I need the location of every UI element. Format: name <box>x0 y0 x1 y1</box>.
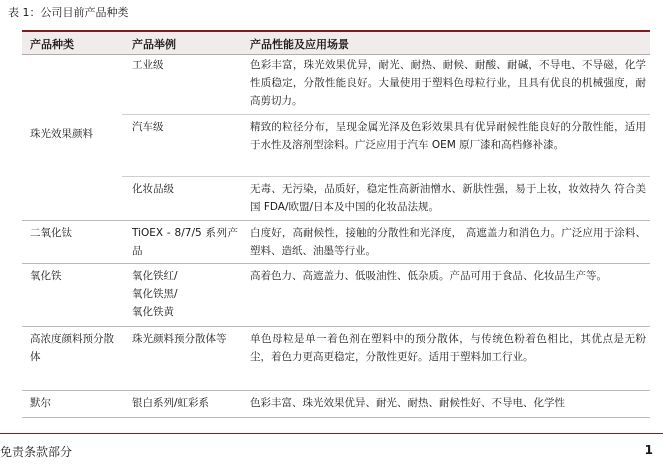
row-desc-moer: 色彩丰富、珠光效果优异、耐光、耐热、耐候性好、不导电、化学性 <box>250 397 565 409</box>
rule-1 <box>22 220 650 221</box>
row-category-moer: 默尔 <box>30 397 51 409</box>
rule-3 <box>22 326 650 327</box>
row-desc-iron-oxide: 高着色力、高遮盖力、低吸油性、低杂质。产品可用于食品、化妆品生产等。 <box>250 270 607 282</box>
table-header-row <box>22 32 650 55</box>
header-description: 产品性能及应用场景 <box>250 38 349 51</box>
subrule-1 <box>122 114 650 115</box>
row-desc-automotive: 精致的粒径分布，呈现金属光泽及色彩效果具有优异耐候性能良好的分散性能，适用于水性及溶剂型涂料。广泛应用于汽车 OEM 原厂漆和高档修补漆。 <box>250 121 646 151</box>
rule-2 <box>22 263 650 264</box>
row-desc-cosmetic: 无毒、无污染，品质好，稳定性高新油憎水、新肤性强，易于上妆，妆效持久 符合美国 FDA/欧盟/日本及中国的化妆品法规。 <box>250 183 646 213</box>
table-caption: 表 1：公司目前产品种类 <box>8 6 129 19</box>
row-example-automotive: 汽车级 <box>132 121 164 133</box>
row-category-tio2: 二氧化钛 <box>30 227 72 239</box>
row-example-cosmetic: 化妆品级 <box>132 183 174 195</box>
row-example-moer: 银白系列/虹彩系 <box>132 397 210 409</box>
row-desc-industrial: 色彩丰富，珠光效果优异，耐光、耐热、耐候、耐酸、耐碱，不导电、不导磁，化学性质稳定，分散性能良好。大量使用于塑料色母粒行业，且具有优良的机械强度，耐高剪切力。 <box>250 59 646 107</box>
subrule-2 <box>122 176 650 177</box>
row-example-predispersion: 珠光颜料预分散体等 <box>132 333 227 345</box>
footer-rule <box>0 433 663 434</box>
header-example: 产品举例 <box>132 38 176 51</box>
row-example-tio2: TiOEX - 8/7/5 系列产品 <box>132 227 238 257</box>
row-desc-predispersion: 单色母粒是单一着色剂在塑料中的预分散体，与传统色粉着色相比，其优点是无粉尘，着色力更高更稳定，分散性更好。适用于塑料加工行业。 <box>250 333 646 363</box>
row-category-pearl: 珠光效果颜料 <box>30 128 93 140</box>
row-example-iron-oxide: 氧化铁红/ 氧化铁黑/ 氧化铁黄 <box>132 270 178 318</box>
rule-4 <box>22 390 650 391</box>
row-desc-tio2: 白度好，高耐候性，接触的分散性和光泽度， 高遮盖力和消色力。广泛应用于涂料、塑料、造纸、油墨等行业。 <box>250 227 646 257</box>
row-category-predispersion: 高浓度颜料预分散体 <box>30 333 114 363</box>
footer-label: 免责条款部分 <box>0 445 73 459</box>
page-number: 1 <box>644 443 653 457</box>
row-category-iron-oxide: 氧化铁 <box>30 270 62 282</box>
header-category: 产品种类 <box>30 38 74 51</box>
row-example-industrial: 工业级 <box>132 59 164 71</box>
rule-5 <box>22 417 650 418</box>
